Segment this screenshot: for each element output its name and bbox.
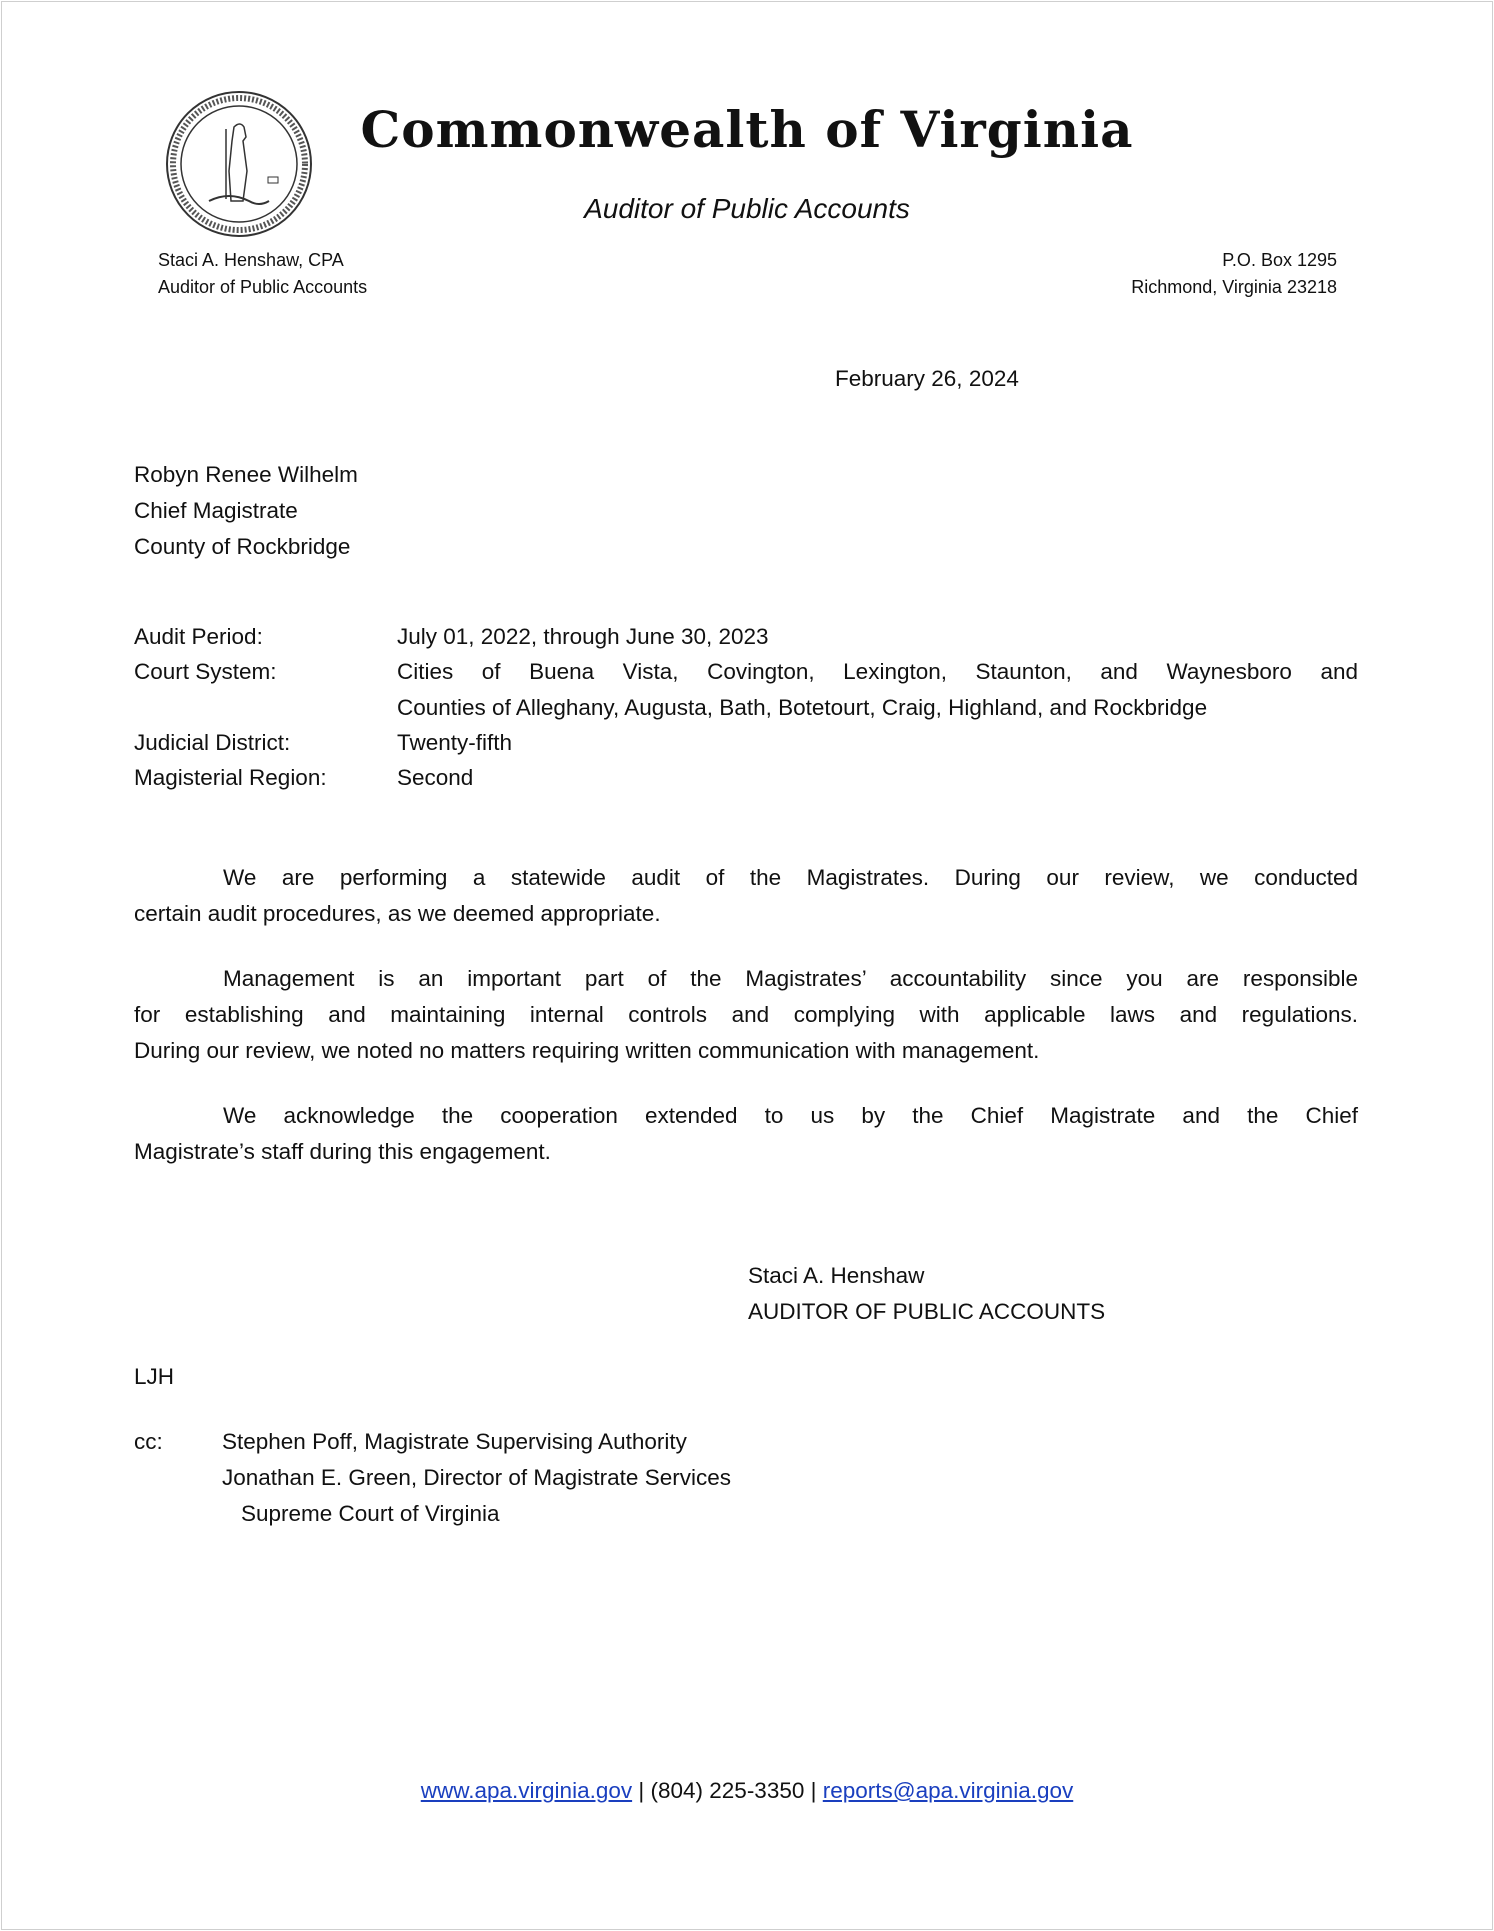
paragraph-line: We are performing a statewide audit of the Magistrates. During our review, we conducted (223, 865, 1358, 890)
cc-list (222, 1424, 731, 1532)
signature-block (748, 1258, 1105, 1330)
typist-initials: LJH (134, 1364, 175, 1389)
cc-recipient: Jonathan E. Green, Director of Magistrate Services (222, 1465, 731, 1490)
sender-block (158, 247, 367, 301)
recipient-block (134, 457, 358, 565)
paragraph-line: During our review, we noted no matters requiring written communication with management. (134, 1038, 1040, 1063)
phone-number: (804) 225-3350 (650, 1778, 805, 1803)
footer (0, 1773, 1494, 1809)
detail-value: Second (397, 765, 474, 790)
detail-label: Magisterial Region: (134, 765, 327, 790)
detail-label: Court System: (134, 659, 277, 684)
city-state-zip: Richmond, Virginia 23218 (1131, 277, 1337, 297)
signer-name: Staci A. Henshaw (748, 1263, 925, 1288)
paragraph-line: Management is an important part of the Magistrates’ accountability since you are responsible (223, 966, 1358, 991)
footer-separator: | (638, 1778, 645, 1803)
detail-value: Twenty-fifth (397, 730, 513, 755)
sender-title: Auditor of Public Accounts (158, 277, 368, 297)
signer-title: AUDITOR OF PUBLIC ACCOUNTS (748, 1299, 1106, 1324)
detail-value: Counties of Alleghany, Augusta, Bath, Botetourt, Craig, Highland, and Rockbridge (397, 695, 1208, 720)
footer-separator: | (810, 1778, 817, 1803)
recipient-locality: County of Rockbridge (134, 534, 351, 559)
letterhead-subtitle: Auditor of Public Accounts (584, 193, 910, 224)
email-link[interactable]: reports@apa.virginia.gov (822, 1778, 1074, 1803)
detail-value: July 01, 2022, through June 30, 2023 (397, 624, 769, 649)
detail-label: Judicial District: (134, 730, 291, 755)
paragraph-line: certain audit procedures, as we deemed appropriate. (134, 901, 661, 926)
paragraph-line: for establishing and maintaining internal controls and complying with applicable laws and regulations. (134, 1002, 1358, 1027)
detail-value: Cities of Buena Vista, Covington, Lexington, Staunton, and Waynesboro and (397, 659, 1358, 684)
sender-name: Staci A. Henshaw, CPA (158, 250, 344, 270)
paragraph-line: Magistrate’s staff during this engagement. (134, 1139, 551, 1164)
cc-recipient: Stephen Poff, Magistrate Supervising Authority (222, 1429, 687, 1454)
recipient-name: Robyn Renee Wilhelm (134, 462, 358, 487)
po-box: P.O. Box 1295 (1222, 250, 1337, 270)
detail-label: Audit Period: (134, 624, 263, 649)
cc-label: cc: (134, 1429, 163, 1454)
address-block (1131, 247, 1337, 301)
website-link[interactable]: www.apa.virginia.gov (420, 1778, 633, 1803)
cc-recipient-org: Supreme Court of Virginia (241, 1501, 500, 1526)
paragraph-line: We acknowledge the cooperation extended to us by the Chief Magistrate and the Chief (223, 1103, 1358, 1128)
recipient-title: Chief Magistrate (134, 498, 298, 523)
letterhead-title: Commonwealth of Virginia (360, 100, 1134, 159)
letter-date: February 26, 2024 (835, 366, 1019, 391)
